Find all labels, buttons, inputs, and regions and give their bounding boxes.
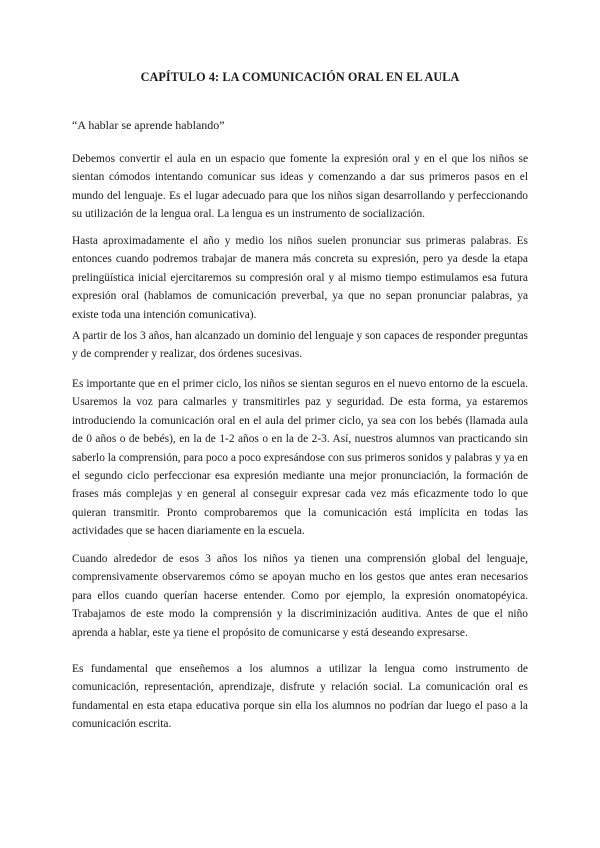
- paragraph-4: Es importante que en el primer ciclo, los niños se sientan seguros en el nuevo entorno de la escuela. Usaremos la voz para calmarles y transmitirles paz y seguridad. De esta forma, ya estaremos introduciendo la comunicación oral en el aula del primer ciclo, ya sea con los bebés (llamada aula de 0 años o de bebés), en la de 1-2 años o en la de 2-3. Así, nuestros alumnos van practicando sin saberlo la comprensión, para poco a poco expresándose con sus primeros sonidos y palabras y ya en el segundo ciclo perfeccionar esa expresión mediante una mejor pronunciación, la formación de frases más complejas y en general al conseguir expresar cada vez más eficazmente todo lo que quieran transmitir. Pronto comprobaremos que la comunicación está implícita en todas las actividades que se hacen diariamente en la escuela.: [72, 378, 528, 538]
- paragraph-3: A partir de los 3 años, han alcanzado un dominio del lenguaje y son capaces de responder preguntas y de comprender y realizar, dos órdenes sucesivas.: [72, 330, 528, 361]
- chapter-title: CAPÍTULO 4: LA COMUNICACIÓN ORAL EN EL AULA: [140, 70, 460, 84]
- paragraph-2: Hasta aproximadamente el año y medio los niños suelen pronunciar sus primeras palabras. Es entonces cuando podremos trabajar de manera más concreta su expresión, pero ya desde la etapa prelingüística inicial ejercitaremos su compresión oral y al mismo tiempo estimulamos esa futura expresión oral (hablamos de comunicación preverbal, ya que no sepan pronunciar palabras, ya existe toda una intención comunicativa).: [72, 235, 528, 321]
- epigraph-quote: “A hablar se aprende hablando”: [72, 118, 225, 132]
- paragraph-6: Es fundamental que enseñemos a los alumnos a utilizar la lengua como instrumento de comunicación, representación, aprendizaje, disfrute y relación social. La comunicación oral es fundamental en esta etapa educativa porque sin ella los alumnos no podrían dar luego el paso a la comunicación escrita.: [72, 663, 528, 731]
- paragraph-5: Cuando alrededor de esos 3 años los niños ya tienen una comprensión global del lenguaje, comprensivamente observaremos cómo se apoyan mucho en los gestos que antes eran necesarios para ellos cuando querían hacerse entender. Como por ejemplo, la expresión onomatopéyica. Trabajamos de este modo la comprensión y la discriminización auditiva. Antes de que el niño aprenda a hablar, este ya tiene el propósito de comunicarse y está deseando expresarse.: [72, 553, 528, 639]
- paragraph-1: Debemos convertir el aula en un espacio que fomente la expresión oral y en el que los niños se sientan cómodos intentando comunicar sus ideas y comenzando a dar sus primeros pasos en el mundo del lenguaje. Es el lugar adecuado para que los niños sigan desarrollando y perfeccionando su utilización de la lengua oral. La lengua es un instrumento de socialización.: [72, 153, 528, 221]
